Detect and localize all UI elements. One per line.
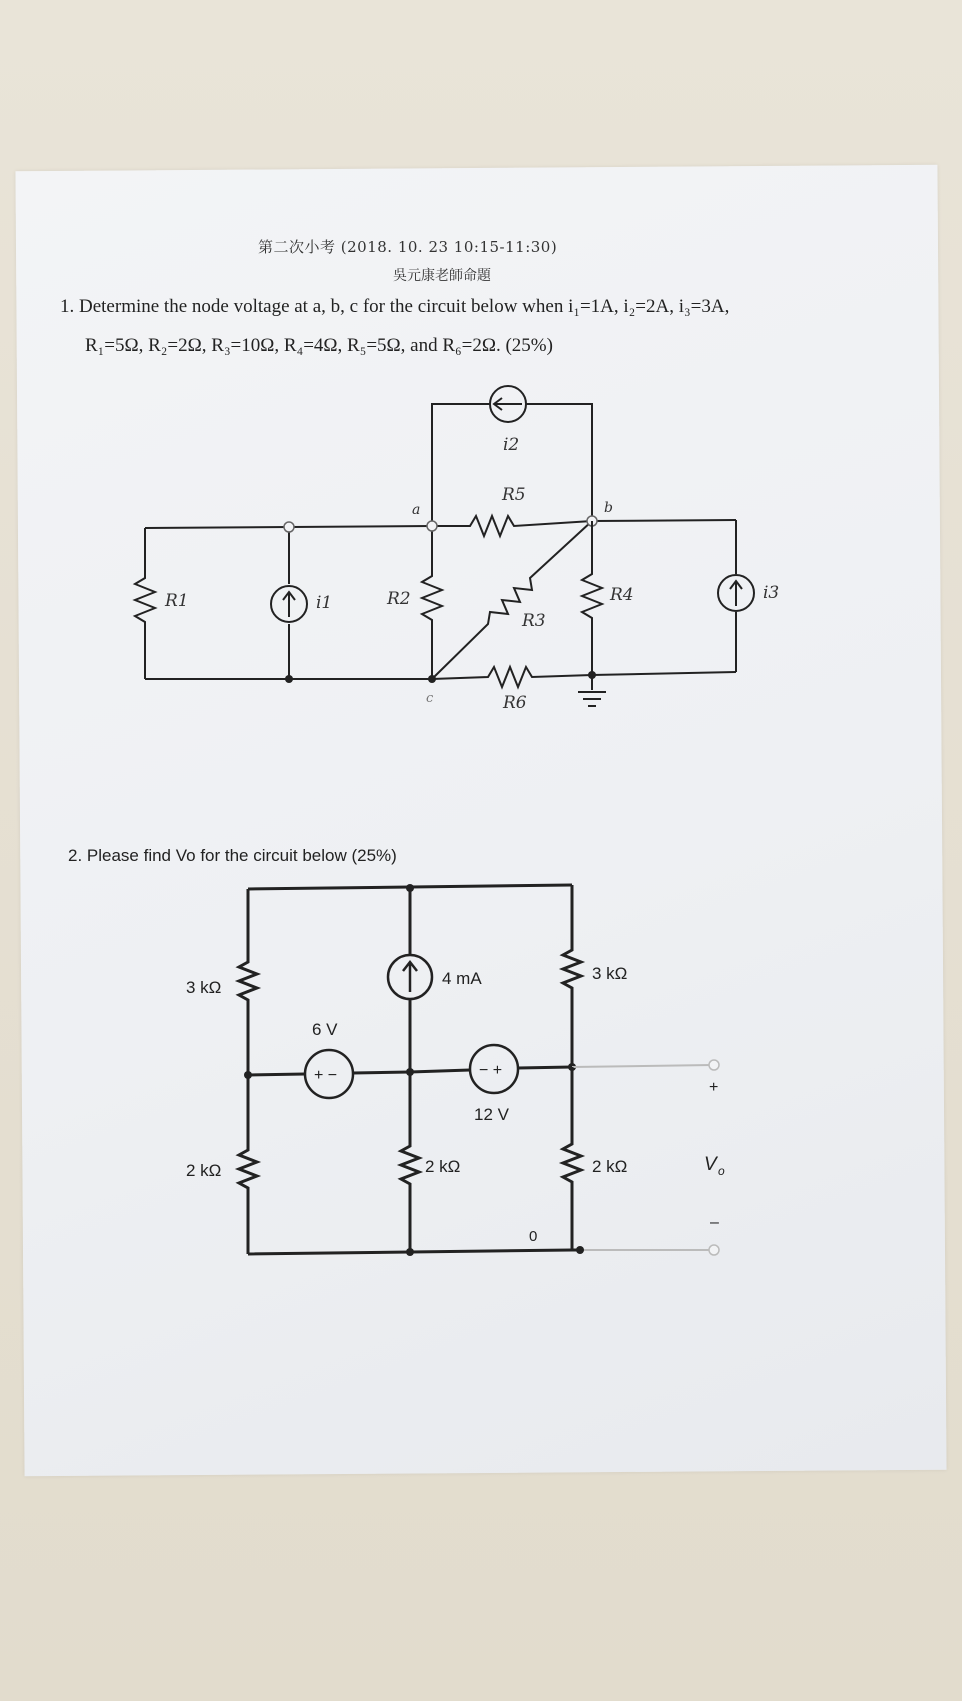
node-i1-bottom	[285, 675, 293, 683]
node-bottom-mid	[406, 1248, 414, 1256]
label-minus: –	[710, 1214, 719, 1231]
label-vo-sub: o	[718, 1164, 725, 1178]
resistor-right-top-3k	[563, 885, 581, 1067]
label-R3: R3	[522, 611, 546, 631]
label-12V: 12 V	[474, 1105, 509, 1124]
resistor-left-bottom-2k	[239, 1075, 257, 1254]
output-terminal-minus	[709, 1245, 719, 1255]
label-R4: R4	[610, 585, 634, 605]
question-1-text: 1. Determine the node voltage at a, b, c for the circuit below when i₁=1A, i₂=2A, i₃=3A,	[60, 296, 730, 317]
ground-symbol	[578, 675, 606, 706]
label-r-right-bottom: 2 kΩ	[592, 1157, 628, 1176]
circuit-2	[186, 884, 725, 1256]
label-node-c: c	[426, 691, 434, 706]
label-vo: V	[704, 1154, 717, 1175]
wire-bottom-right	[592, 672, 736, 675]
resistor-left-top-3k	[239, 889, 257, 1075]
label-node-a: a	[412, 502, 421, 518]
question-1-values: R₁=5Ω, R₂=2Ω, R₃=10Ω, R₄=4Ω, R₅=5Ω, and R₆=2Ω. (25%)	[85, 335, 553, 356]
node-bottom-right	[576, 1246, 584, 1254]
label-r-mid-bottom: 2 kΩ	[425, 1157, 461, 1176]
label-R1: R1	[165, 591, 189, 611]
label-R6: R6	[503, 693, 527, 713]
label-6V: 6 V	[312, 1020, 338, 1039]
label-ground-node: 0	[529, 1228, 538, 1245]
label-R5: R5	[502, 485, 526, 505]
current-source-i2	[490, 386, 526, 422]
resistor-R3	[432, 521, 592, 679]
exam-author: 吳元康老師命題	[393, 268, 491, 284]
wire-top-right	[592, 520, 736, 521]
output-terminal-plus	[709, 1060, 719, 1070]
label-r-left-bottom: 2 kΩ	[186, 1161, 222, 1180]
circuit-1	[135, 386, 779, 713]
label-plus: +	[709, 1079, 719, 1096]
label-r-left-top: 3 kΩ	[186, 978, 222, 997]
resistor-R4	[582, 521, 602, 675]
exam-title: 第二次小考 (2018. 10. 23 10:15-11:30)	[258, 238, 558, 256]
label-current-source: 4 mA	[442, 969, 482, 988]
polarity-6V: + −	[314, 1067, 338, 1084]
label-i2: i2	[503, 435, 520, 455]
resistor-R2	[422, 526, 442, 679]
current-source-i3	[718, 575, 754, 611]
label-R2: R2	[387, 589, 411, 609]
label-i3: i3	[763, 583, 780, 603]
polarity-12V: − +	[479, 1062, 503, 1079]
label-i1: i1	[316, 593, 333, 613]
question-2-text: 2. Please find Vo for the circuit below (25%)	[68, 846, 397, 865]
wire-output-top	[572, 1065, 712, 1067]
node-i1-top	[284, 522, 294, 532]
current-source-i1	[271, 586, 307, 622]
resistor-R6	[432, 667, 592, 687]
current-source-4mA	[388, 955, 432, 999]
node-a	[427, 521, 437, 531]
resistor-R5	[432, 516, 592, 536]
resistor-right-bottom-2k	[563, 1067, 581, 1250]
label-node-b: b	[604, 500, 613, 516]
resistor-mid-bottom-2k	[401, 1072, 419, 1252]
resistor-R1	[135, 528, 155, 679]
label-r-right-top: 3 kΩ	[592, 964, 628, 983]
